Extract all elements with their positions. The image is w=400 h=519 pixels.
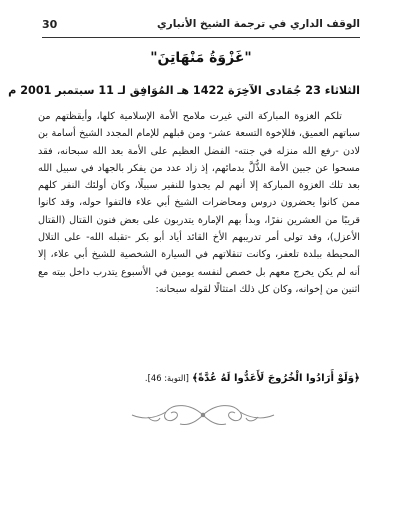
flourish-ornament-icon bbox=[128, 398, 278, 432]
page-number: 30 bbox=[42, 18, 58, 31]
paragraph: تلكم الغزوة المباركة التي غيرت ملامح الأمة الإسلامية كلها، وأيقظتهم من سباتهم العميق، فللإخوة التسعة عشر- ومن قبلهم للإمام المجدد الشيخ أسامة بن لادن -رفع الله منزله في جنته- الفضل العظيم على الأمة بعد الله سبحانه، فقد مسحوا عن جبين الأمة الذُّلَّ بدمائهم، إذ زاد عدد من يفكر بالجهاد في سبيل الله بعد تلك الغزوة المباركة إلا أنهم لم يجدوا للنفير سبيلًا، وكان أولئك النفر كلهم ممن كانوا يحضرون دروس ومحاضرات الشيخ أبي علاء فالتفوا حوله، وقد كانوا قريبًا من العشرين نفرًا، وبدأ بهم الإمارة يتدربون على بعض فنون القتال (القتال الأعزل)، وقد تولى أمر تدريبهم الأخ القائد أياد أبو بكر -تقبله الله- على التلال المحيطة ببلدة تلعفر، وكانت تنقلاتهم في السيارة الشخصية للشيخ أبي علاء، إلا أنه لم يكن يخرج معهم بل خصص لنفسه يومين في الأسبوع يتدرب داخل بيته مع اثنين من إخوانه، وكان كل ذلك امتثالًا لقوله سبحانه: bbox=[38, 111, 360, 295]
section-heading: "غَزْوَةُ مَنْهَاتِنَ" bbox=[150, 50, 252, 66]
header-divider bbox=[42, 37, 360, 38]
verse-text: ﴿وَلَوْ أَرَادُوا الْخُرُوجَ لَأَعَدُّوا لَهُ عُدَّةً﴾ bbox=[192, 373, 360, 384]
body-text bbox=[38, 108, 360, 298]
date-line: الثلاثاء 23 جُمَادى الآخِرَة 1422 هـ المُوَافِق لـ 11 سبتمبر 2001 م bbox=[8, 84, 360, 97]
book-title: الوقف الداري في ترجمة الشيخ الأنباري bbox=[157, 18, 360, 30]
quran-verse bbox=[60, 373, 360, 384]
verse-reference: [التوبة: 46]. bbox=[144, 373, 189, 383]
running-header bbox=[42, 16, 360, 36]
